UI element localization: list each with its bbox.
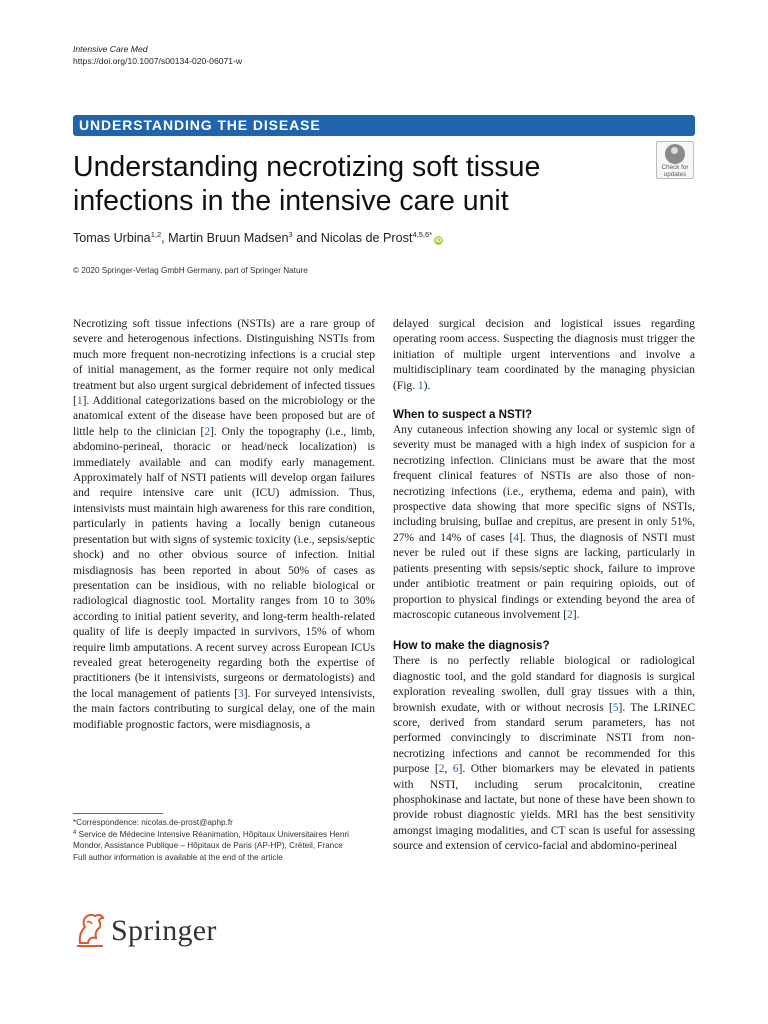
section-heading: When to suspect a NSTI? [393,408,533,422]
author-info-note: Full author information is available at the end of the article [73,852,283,862]
body-paragraph: delayed surgical decision and logistical issues regarding operating room access. Suspecting the diagnosis must trigger the initiation of multiple urgent interventions and involve a multidisciplinary team coordinated by the managing physician (Fig. 1). [393,318,695,392]
footnote-divider [73,813,163,814]
publisher-name: Springer [111,914,217,947]
left-column [73,317,375,733]
journal-name: Intensive Care Med [73,44,148,54]
reference-link[interactable]: 2 [204,425,211,438]
reference-link[interactable]: 5 [612,701,619,714]
correspondence-note: *Correspondence: nicolas.de-prost@aphp.fr [73,818,233,827]
journal-header [73,43,242,67]
article-title: Understanding necrotizing soft tissue infections in the intensive care unit [73,151,541,217]
author-affiliation: 4,5,6* [412,230,433,239]
section-heading: How to make the diagnosis? [393,639,550,653]
author-affiliation: 3 [288,230,293,239]
body-paragraph: Any cutaneous infection showing any local or systemic sign of severity must be managed with a high index of suspicion for a necrotizing infection. Clinicians must be aware that the most frequent clinical features of NSTIs are also those of non-necrotizing infections (i.e., erythema, edema and pain), with prospective data showing that more specific signs of NSTIs, including bruising, bullae and crepitus, are present in only 51%, 27% and 14% of cases [4]. Thus, the diagnosis of NSTI must never be ruled out if these signs are lacking, particularly in patients presenting with sepsis/septic shock, failure to improve under antibiotic treatment or pain requiring opioids, out of proportion to physical findings or extending beyond the area of macroscopic cutaneous involvement [2]. [393,424,695,621]
author-name[interactable]: Martin Bruun Madsen [168,231,289,245]
doi-link[interactable]: https://doi.org/10.1007/s00134-020-06071-w [73,56,243,66]
affiliation-number: 4 [73,830,77,837]
author-name[interactable]: Tomas Urbina [73,231,151,245]
figure-link[interactable]: 1 [417,379,424,392]
check-updates-icon [665,144,685,164]
author-separator: , [161,231,169,245]
author-name[interactable]: Nicolas de Prost [320,231,413,245]
orcid-icon[interactable]: iD [435,237,442,244]
author-list [73,230,443,245]
reference-link[interactable]: 3 [238,687,244,700]
affiliation-text: Service de Médecine Intensive Réanimation, Hôpitaux Universitaires Henri Mondor, Assistance Publique – Hôpitaux de Paris (AP-HP), Créteil, France [73,830,349,851]
author-separator: and [292,231,321,245]
check-updates-line2: updates [663,170,687,178]
reference-link[interactable]: 4 [513,531,520,544]
body-paragraph: Necrotizing soft tissue infections (NSTIs) are a rare group of severe and heterogenous infections. Distinguishing NSTIs from much more frequent non-necrotizing infections is a crucial step of initial management, as the former require not only medical treatment but also urgent surgical debridement of infected tissues [1]. Additional categorizations based on the microbiology or the anatomical extent of the disease have been proposed but are of little help to the clinician [2]. Only the topography (i.e., limb, abdomino-perineal, thoracic or head/neck localization) is immediately available and can modify early management. Approximately half of NSTI patients will develop organ failures and require intensive care unit (ICU) admission. Thus, intensivists must maintain high awareness for this rare condition, particularly in patients having a locally benign cutaneous presentation but with signs of systemic toxicity (i.e., sepsis/septic shock) and no other obvious source of infection. Initial misdiagnosis has been reported in about 50% of cases as presentation can be insidious, with no reliable biological or radiological diagnostic tool. Mortality ranges from 10 to 30% according to initial patient severity, and long-term health-related quality of life is deeply impacted in survivors, 15% of whom require limb amputations. A recent survey across European ICUs revealed great heterogeneity regarding both the expertise of practitioners (be it intensivists, surgeons or dermatologists) and the local management of patients [3]. For surveyed intensivists, the main factors contributing to surgical delay, one of the main modifiable prognostic factors, were misdiagnosis, a [73,318,375,731]
copyright-notice: © 2020 Springer-Verlag GmbH Germany, part of Springer Nature [73,266,308,275]
affiliation-note [73,828,373,851]
author-affiliation: 1,2 [150,230,162,239]
springer-horse-icon [73,910,107,948]
check-updates-line1: Check for [661,164,689,171]
footnotes [73,817,373,863]
reference-link[interactable]: 1 [76,395,83,408]
reference-link[interactable]: 6 [452,763,459,776]
section-banner: UNDERSTANDING THE DISEASE [73,115,695,136]
check-for-updates-badge[interactable] [656,141,694,179]
body-paragraph: There is no perfectly reliable biological or radiological diagnostic tool, and the gold standard for diagnosis is surgical exploration revealing swollen, dull gray tissues with a thin, brownish exudate, with or without necrosis [5]. The LRINEC score, derived from standard serum parameters, has not performed convincingly to discriminate NSTI from non-necrotizing infections and cannot be recommended for this purpose [2, 6]. Other biomarkers may be elevated in patients with NSTI, including serum procalcitonin, creatine phosphokinase and lactate, but none of these have been shown to provide robust diagnostic yields. MRI has the best sensitivity amongst imaging modalities, and CT scan is useful for assessing source and extension of cervico-facial and abdomino-perineal [393,655,695,853]
right-column [393,317,695,855]
reference-link[interactable]: 2 [438,763,445,776]
reference-link[interactable]: 2 [567,608,573,621]
